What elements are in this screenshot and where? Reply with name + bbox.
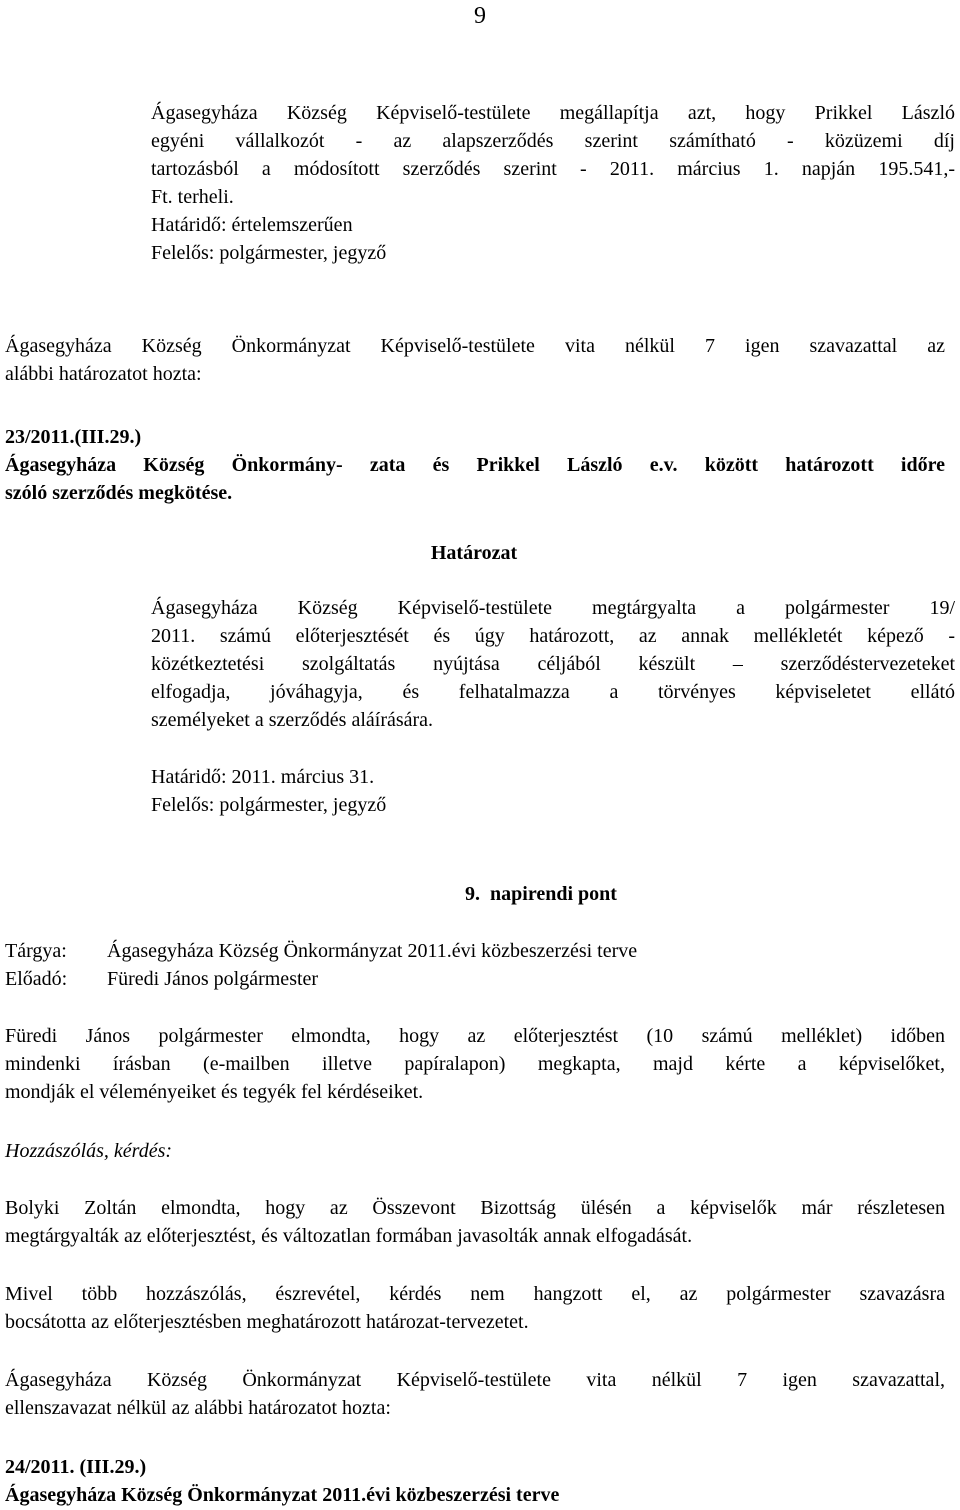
text-line: Ágasegyháza Község Önkormányzat Képviselő-testülete vita nélkül 7 igen szavazattal, [5, 1369, 945, 1391]
resolution-number: 24/2011. (III.29.) [5, 1456, 147, 1478]
vote-call-paragraph [5, 1280, 945, 1336]
text-line: ellenszavazat nélkül az alábbi határozatot hozta: [5, 1397, 391, 1419]
agenda-subject-value: Ágasegyháza Község Önkormányzat 2011.évi közbeszerzési terve [107, 940, 638, 962]
text-line: 2011. számú előterjesztését és úgy határozott, az annak mellékletét képező - [151, 625, 955, 647]
text-line: mondják el véleményeiket és tegyék fel kérdéseiket. [5, 1081, 424, 1103]
text-line: személyeket a szerződés aláírására. [151, 709, 434, 731]
page-number: 9 [474, 3, 486, 29]
resolution-23-footer [151, 763, 955, 819]
text-line: elfogadja, jóváhagyja, és felhatalmazza a törvényes képviseletet ellátó [151, 681, 955, 703]
resolution-number: 23/2011.(III.29.) [5, 426, 142, 448]
responsible-line: Felelős: polgármester, jegyző [151, 794, 387, 816]
agenda-subject-label: Tárgya: [5, 940, 67, 962]
bolyki-paragraph [5, 1194, 945, 1250]
resolution-23-body [151, 594, 955, 734]
text-line: Ágasegyháza Község Önkormányzat Képviselő-testülete vita nélkül 7 igen szavazattal az [5, 335, 945, 357]
resolution-heading: Határozat [430, 542, 518, 564]
text-line: megtárgyalták az előterjesztést, és változatlan formában javasolták annak elfogadását. [5, 1225, 693, 1247]
text-line: Ágasegyháza Község Képviselő-testülete megállapítja azt, hogy Prikkel László [151, 102, 955, 124]
resolution-23-header [5, 423, 945, 507]
text-line: tartozásból a módosított szerződés szerint - 2011. március 1. napján 195.541,- [151, 158, 955, 180]
text-line: Füredi János polgármester elmondta, hogy az előterjesztést (10 számú melléklet) időben [5, 1025, 945, 1047]
text-line: Mivel több hozzászólás, észrevétel, kérdés nem hangzott el, az polgármester szavazásra [5, 1283, 945, 1305]
resolution-24-header [5, 1453, 945, 1509]
text-line: egyéni vállalkozót - az alapszerződés szerint számítható - közüzemi díj [151, 130, 955, 152]
deadline-line: Határidő: értelemszerűen [151, 214, 353, 236]
text-line: bocsátotta az előterjesztésben meghatározott határozat-tervezetet. [5, 1311, 529, 1333]
text-line: Ágasegyháza Község Képviselő-testülete megtárgyalta a polgármester 19/ [151, 597, 955, 619]
vote2-paragraph [5, 1366, 945, 1422]
resolution-title-line: szóló szerződés megkötése. [5, 482, 233, 504]
responsible-line: Felelős: polgármester, jegyző [151, 242, 387, 264]
finding-paragraph [151, 99, 955, 267]
text-line: Ft. terheli. [151, 186, 234, 208]
text-line: Bolyki Zoltán elmondta, hogy az Összevont Bizottság ülésén a képviselők már részletesen [5, 1197, 945, 1219]
agenda-presenter-label: Előadó: [5, 968, 68, 990]
deadline-line: Határidő: 2011. március 31. [151, 766, 375, 788]
vote-paragraph [5, 332, 945, 388]
text-line: mindenki írásban (e-mailben illetve papíralapon) megkapta, majd kérte a képviselőket, [5, 1053, 945, 1075]
text-line: alábbi határozatot hozta: [5, 363, 202, 385]
resolution-title-line: Ágasegyháza Község Önkormány- zata és Prikkel László e.v. között határozott időre [5, 454, 945, 476]
intro-paragraph [5, 1022, 945, 1106]
agenda-presenter-value: Füredi János polgármester [107, 968, 319, 990]
agenda-heading: 9. napirendi pont [465, 883, 617, 905]
text-line: közétkeztetési szolgáltatás nyújtása céljából készült – szerződéstervezeteket [151, 653, 955, 675]
resolution-title-line: Ágasegyháza Község Önkormányzat 2011.évi közbeszerzési terve [5, 1484, 560, 1506]
comments-heading: Hozzászólás, kérdés: [5, 1140, 173, 1162]
